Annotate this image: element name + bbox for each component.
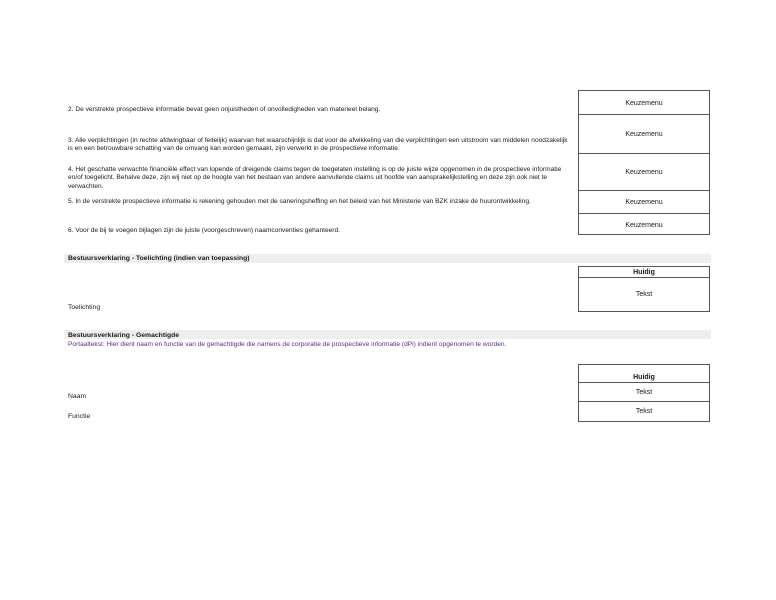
- statement-2-dropdown[interactable]: Keuzemenu: [625, 99, 663, 107]
- statement-4-dropdown[interactable]: Keuzemenu: [625, 168, 663, 176]
- statement-6-dropdown[interactable]: Keuzemenu: [625, 221, 663, 229]
- portal-text: Portaaltekst: Hier dient naam en functie van de gemachtigde die namens de corporatie de prospectieve informatie (dPi) indient opgenomen te worden.: [68, 341, 507, 348]
- functie-label: Functie: [68, 413, 91, 420]
- divider: [578, 153, 710, 154]
- divider: [578, 190, 710, 191]
- statement-5-dropdown[interactable]: Keuzemenu: [625, 198, 663, 206]
- gemachtigde-header: Huidig: [633, 373, 655, 381]
- statement-2-text: 2. De verstrekte prospectieve informatie bevat geen onjuistheden of onvolledigheden van materieel belang.: [68, 106, 381, 113]
- section-title-gemachtigde: Bestuursverklaring - Gemachtigde: [68, 332, 180, 339]
- divider: [578, 401, 710, 402]
- statement-4-text: 4. Het geschatte verwachte financiële effect van lopende of dreigende claims tegen de toegelaten instelling is op de juiste wijze opgenomen in de prospectieve informatie en/of toegelicht. Behalve deze, zijn wij niet op de hoogte van het bestaan van andere aanvullende claims uit hoofde van aansprakelijkstelling en deze zijn ook niet te verwachten.: [68, 166, 562, 190]
- divider: [578, 213, 710, 214]
- statement-3-dropdown[interactable]: Keuzemenu: [625, 130, 663, 138]
- statement-3-text: 3. Alle verplichtingen (in rechte afdwingbaar of feitelijk) waarvan het waarschijnlijk is dat voor de afwikkeling van die verplichtingen een uitstroom van middelen noodzakelijk is en een betrouwbare schatting van de omvang kan worden gemaakt, zijn verwerkt in de prospectieve informatie.: [68, 137, 568, 153]
- toelichting-label: Toelichting: [68, 304, 101, 311]
- divider: [578, 277, 710, 278]
- section-title-toelichting: Bestuursverklaring - Toelichting (indien van toepassing): [68, 255, 250, 262]
- toelichting-header: Huidig: [633, 268, 655, 276]
- toelichting-input[interactable]: Tekst: [635, 290, 653, 298]
- statement-5-text: 5. In de verstrekte prospectieve informatie is rekening gehouden met de saneringsheffing en het beleid van het Ministerie van BZK inzake de huurontwikkeling.: [68, 198, 531, 205]
- divider: [578, 382, 710, 383]
- statement-6-text: 6. Voor de bij te voegen bijlagen zijn de juiste (voorgeschreven) naamconventies gehanteerd.: [68, 227, 340, 234]
- naam-label: Naam: [68, 393, 87, 400]
- naam-input[interactable]: Tekst: [635, 388, 653, 396]
- divider: [578, 114, 710, 115]
- functie-input[interactable]: Tekst: [635, 407, 653, 415]
